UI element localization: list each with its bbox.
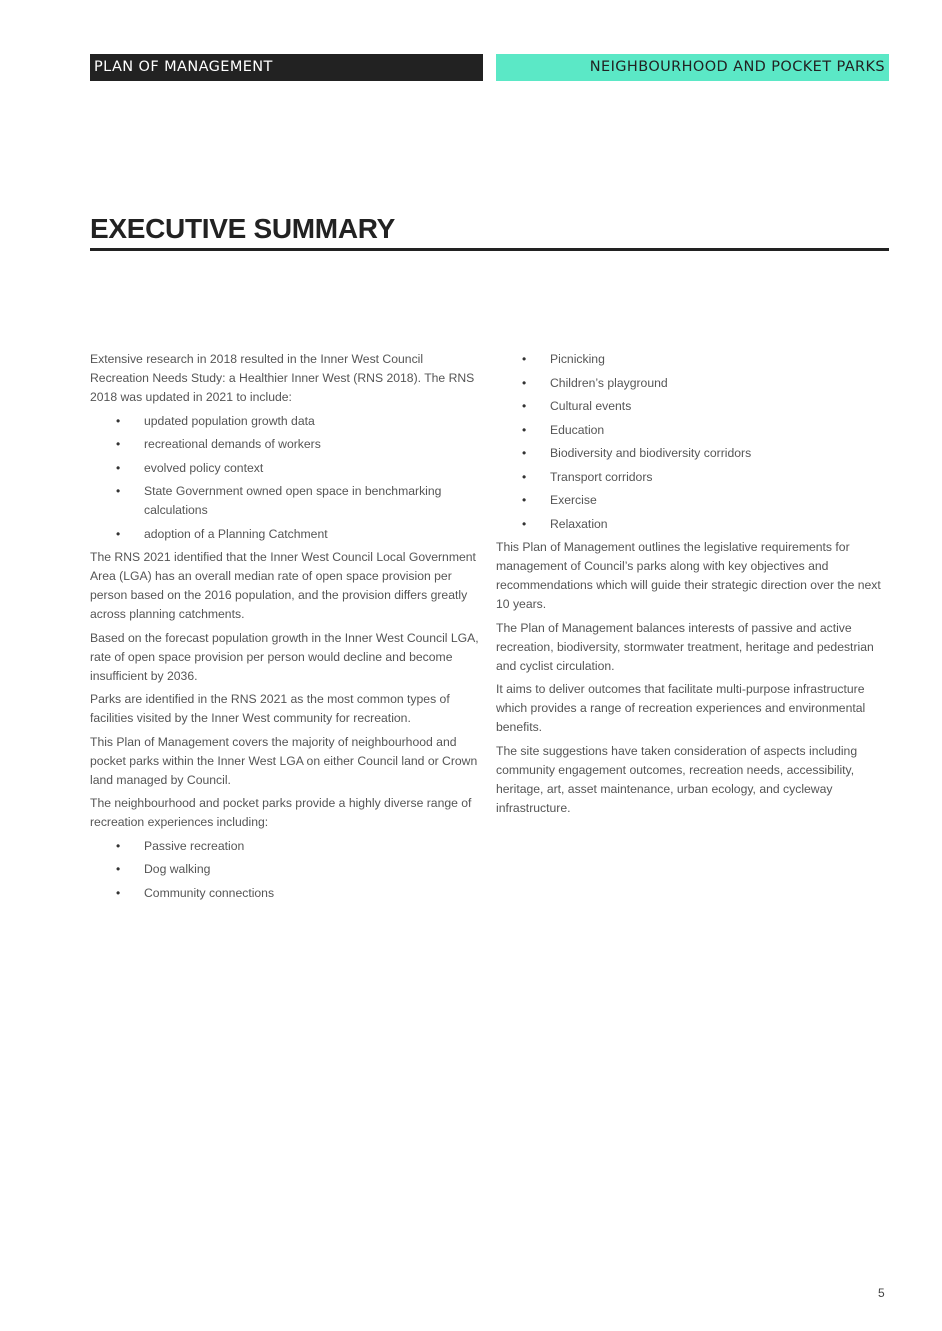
list-item: • Transport corridors — [496, 468, 889, 487]
header-document-title: PLAN OF MANAGEMENT — [90, 54, 483, 81]
suggestions-paragraph: The site suggestions have taken consideration of aspects including community engagement outcomes, recreation needs, accessibility, heritage, art, asset maintenance, urban ecology, and cycleway infrastructure. — [496, 743, 858, 815]
left-column — [90, 350, 482, 907]
bullet-icon: • — [522, 422, 527, 437]
bullet-icon: • — [116, 437, 121, 451]
aims-paragraph: It aims to deliver outcomes that facilitate multi-purpose infrastructure which provides a range of recreation experiences and environmental benefits. — [496, 682, 866, 734]
balances-paragraph: The Plan of Management balances interests of passive and active recreation, biodiversity, stormwater treatment, heritage and pedestrian and cyclist circulation. — [496, 620, 874, 673]
bullet-icon: • — [522, 375, 527, 390]
bullet-icon: • — [522, 352, 527, 366]
forecast-paragraph: Based on the forecast population growth in the Inner West Council LGA, rate of open space provision per person would decline and become insufficient by 2036. — [90, 630, 479, 683]
list-item: • State Government owned open space in benchmarking calculations — [116, 484, 442, 517]
rns-update-list — [90, 412, 482, 544]
page-number: 5 — [878, 1286, 885, 1300]
list-item: • Picnicking — [496, 350, 889, 369]
experience-list-left — [90, 837, 482, 903]
bullet-icon: • — [116, 460, 121, 475]
bullet-icon: • — [116, 862, 121, 876]
list-item: • Dog walking — [90, 860, 482, 879]
parks-paragraph: Parks are identified in the RNS 2021 as the most common types of facilities visited by the Inner West community for recreation. — [90, 692, 450, 725]
bullet-icon: • — [522, 469, 527, 484]
list-item: • Cultural events — [496, 397, 889, 416]
intro-paragraph: Extensive research in 2018 resulted in the Inner West Council Recreation Needs Study: a Healthier Inner West (RNS 2018). The RNS 2018 was updated in 2021 to include: — [90, 352, 475, 404]
list-item: • Community connections — [90, 884, 482, 903]
list-item: • evolved policy context — [90, 459, 482, 478]
bullet-icon: • — [116, 885, 121, 900]
bullet-icon: • — [522, 516, 527, 531]
header-section-title: NEIGHBOURHOOD AND POCKET PARKS — [496, 54, 889, 81]
outlines-paragraph: This Plan of Management outlines the legislative requirements for management of Council’s parks along with key objectives and recommendations which will guide their strategic direction over the next 10 years. — [496, 540, 881, 611]
diverse-paragraph: The neighbourhood and pocket parks provide a highly diverse range of recreation experiences including: — [90, 796, 472, 829]
title-underline-divider — [90, 248, 889, 251]
bullet-icon: • — [116, 413, 121, 428]
list-item: • Children’s playground — [496, 374, 889, 393]
bullet-icon: • — [116, 838, 121, 853]
list-item: • recreational demands of workers — [90, 435, 482, 454]
list-item: • Relaxation — [496, 515, 889, 534]
bullet-icon: • — [522, 446, 527, 460]
list-item: • updated population growth data — [90, 412, 482, 431]
list-item: • Biodiversity and biodiversity corridors — [496, 444, 889, 463]
list-item: • Exercise — [496, 491, 889, 510]
list-item: • Passive recreation — [90, 837, 482, 856]
bullet-icon: • — [522, 399, 527, 413]
bullet-icon: • — [116, 484, 121, 498]
bullet-icon: • — [116, 526, 121, 541]
covers-paragraph: This Plan of Management covers the majority of neighbourhood and pocket parks within the Inner West LGA on either Council land or Crown land managed by Council. — [90, 734, 478, 787]
rns2021-paragraph: The RNS 2021 identified that the Inner West Council Local Government Area (LGA) has an overall median rate of open space provision per person based on the 2016 population, and the provision differs greatly across planning catchments. — [90, 550, 476, 621]
experience-list-right — [496, 350, 889, 534]
page-title: EXECUTIVE SUMMARY — [90, 213, 396, 244]
list-item: • adoption of a Planning Catchment — [90, 525, 482, 544]
list-item: • Education — [496, 421, 889, 440]
right-column — [496, 350, 889, 822]
bullet-icon: • — [522, 493, 527, 507]
